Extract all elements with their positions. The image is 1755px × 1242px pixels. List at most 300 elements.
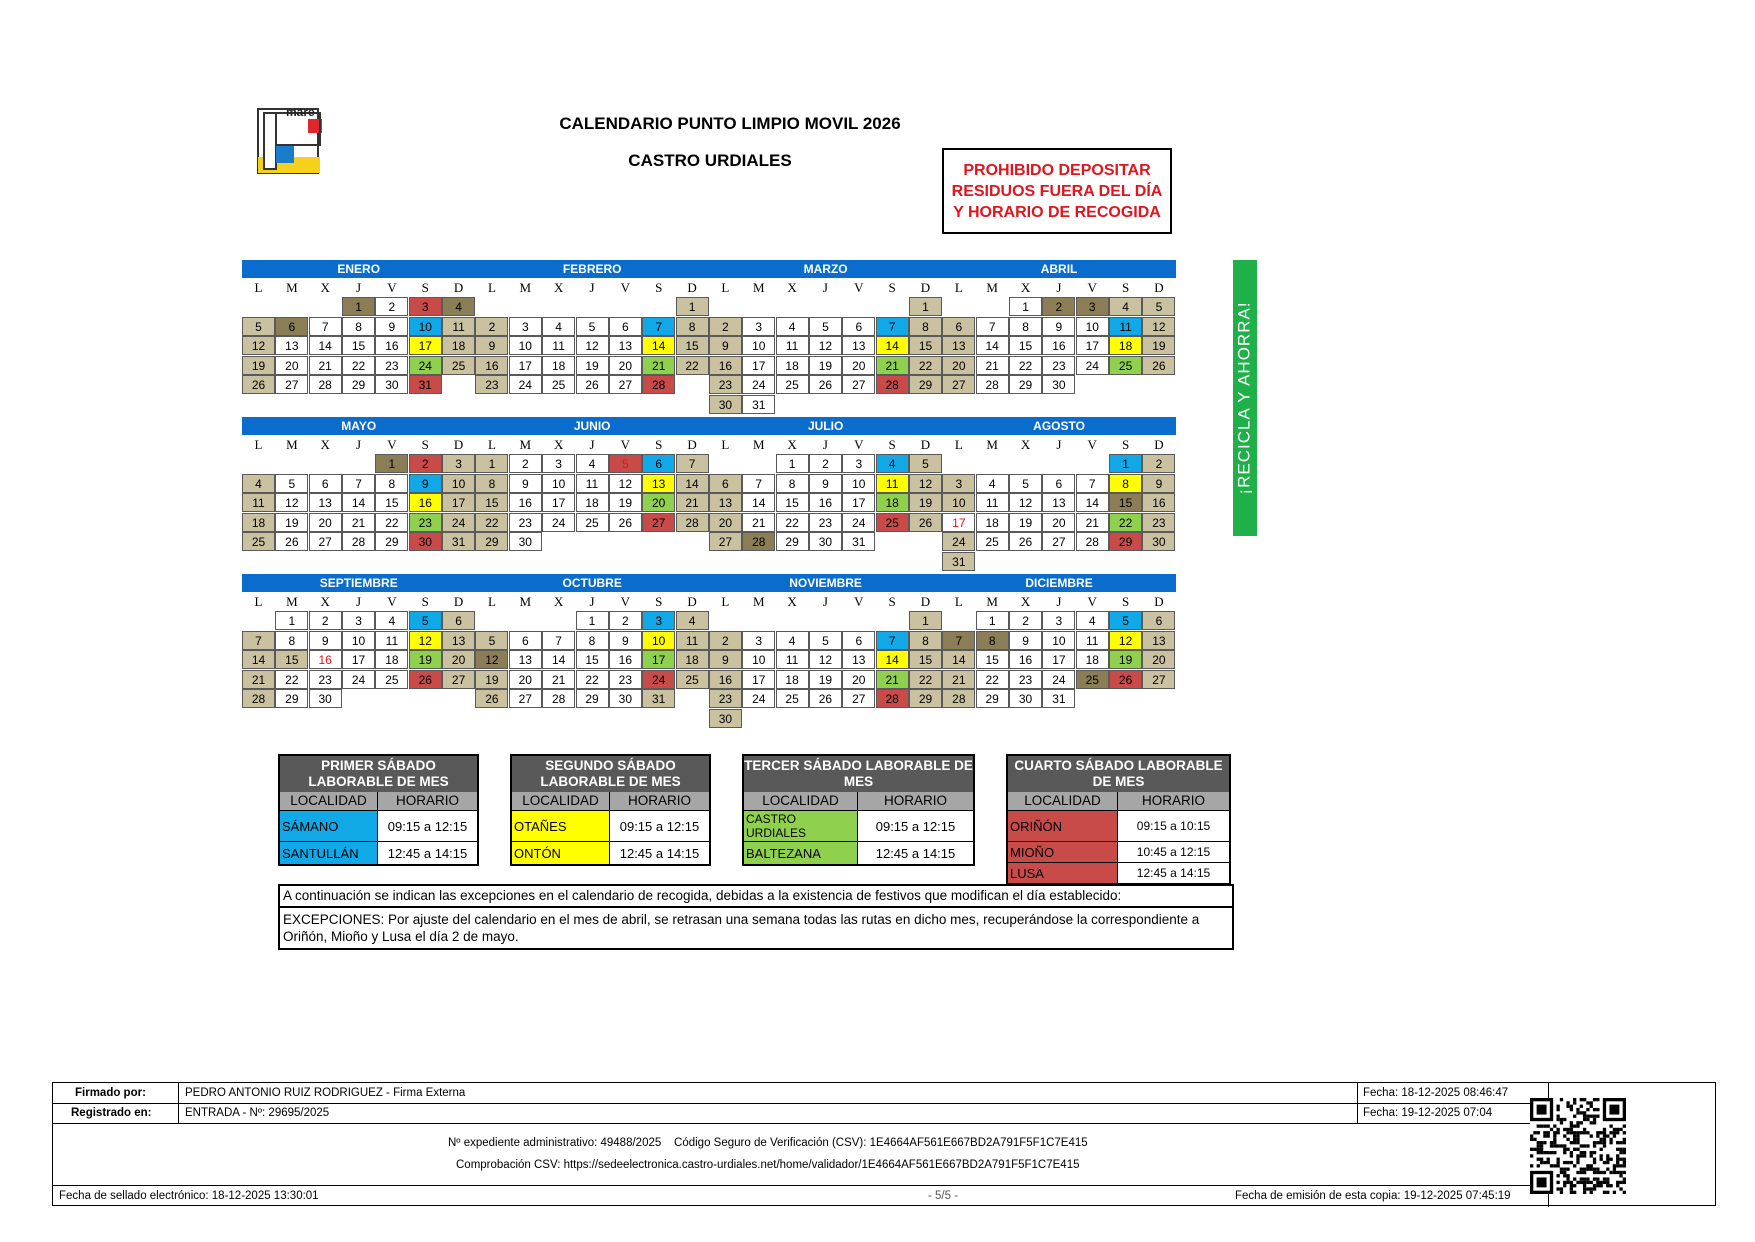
- calendar-day: 27: [709, 532, 742, 551]
- calendar-day: 13: [709, 493, 742, 512]
- calendar-day: 16: [309, 650, 342, 669]
- calendar-day: 18: [776, 356, 809, 375]
- calendar-day: 21: [676, 493, 709, 512]
- calendar-day: 28: [309, 375, 342, 394]
- weekday-header: V: [854, 280, 864, 295]
- weekday-header: J: [356, 280, 362, 295]
- calendar-day: 26: [1109, 670, 1142, 689]
- svg-text:mare: mare: [286, 107, 315, 119]
- calendar-day: 4: [776, 317, 809, 336]
- calendar-day: 17: [642, 650, 675, 669]
- weekday-header: D: [687, 437, 697, 452]
- calendar-day: 9: [809, 474, 842, 493]
- calendar-day: 16: [809, 493, 842, 512]
- calendar-day: 24: [842, 513, 875, 532]
- weekday-header: V: [620, 280, 631, 295]
- calendar-day: 3: [542, 454, 575, 473]
- weekday-header: L: [254, 280, 263, 295]
- weekday-header: J: [822, 594, 828, 609]
- calendar-day: 7: [242, 631, 275, 650]
- calendar-day: 25: [576, 513, 609, 532]
- calendar-day: 5: [1109, 611, 1142, 630]
- calendar-day: 28: [742, 532, 775, 551]
- calendar-day: 26: [1009, 532, 1042, 551]
- weekday-header: D: [1154, 437, 1164, 452]
- weekday-header: X: [1020, 437, 1031, 452]
- calendar-day: 27: [942, 375, 975, 394]
- calendar-day: 14: [976, 336, 1009, 355]
- calendar-day: 17: [1076, 336, 1109, 355]
- calendar-day: 11: [576, 474, 609, 493]
- legend-horario: 09:15 a 12:15: [378, 811, 477, 841]
- calendar-day: 20: [1042, 513, 1075, 532]
- calendar-day: 21: [642, 356, 675, 375]
- calendar-day: 22: [342, 356, 375, 375]
- calendar-day: 1: [576, 611, 609, 630]
- calendar-day: 6: [309, 474, 342, 493]
- calendar-day: 15: [776, 493, 809, 512]
- calendar-day: 21: [742, 513, 775, 532]
- calendar-day: 29: [1109, 532, 1142, 551]
- calendar-day: 19: [809, 356, 842, 375]
- legend-col-localidad: LOCALIDAD: [512, 792, 610, 810]
- weekday-header: M: [752, 280, 765, 295]
- calendar-day: 7: [942, 631, 975, 650]
- calendar-day: 9: [475, 336, 508, 355]
- calendar-day: 15: [375, 493, 408, 512]
- calendar-day: 14: [876, 650, 909, 669]
- calendar-day: 21: [1076, 513, 1109, 532]
- calendar-day: 24: [942, 532, 975, 551]
- calendar-day: 25: [375, 670, 408, 689]
- weekday-header: L: [954, 437, 963, 452]
- legend-localidad: CASTRO URDIALES: [744, 811, 858, 841]
- calendar-day: 25: [676, 670, 709, 689]
- weekday-header: M: [286, 280, 298, 295]
- calendar-day: 5: [409, 611, 442, 630]
- weekday-header: X: [320, 280, 330, 295]
- weekday-header: L: [954, 280, 963, 295]
- calendar-day: 16: [709, 356, 742, 375]
- weekday-header: L: [721, 594, 730, 609]
- legend-col-horario: HORARIO: [395, 793, 459, 808]
- fecha-emision: Fecha de emisión de esta copia: 19-12-2025 07:45:19: [1235, 1190, 1511, 1202]
- calendar-day: 12: [242, 336, 275, 355]
- calendar-day: 17: [409, 336, 442, 355]
- calendar-day: 20: [709, 513, 742, 532]
- calendar-day: 25: [876, 513, 909, 532]
- page-title: CALENDARIO PUNTO LIMPIO MOVIL 2026: [559, 114, 901, 133]
- month-header: MAYO: [242, 417, 475, 435]
- calendar-day: 16: [609, 650, 642, 669]
- legend-localidad: BALTEZANA: [744, 842, 858, 864]
- calendar-day: 27: [442, 670, 475, 689]
- calendar-day: 27: [842, 689, 875, 708]
- calendar-day: 12: [609, 474, 642, 493]
- calendar-day: 31: [842, 532, 875, 551]
- calendar-day: 7: [676, 454, 709, 473]
- weekday-header: M: [986, 594, 998, 609]
- weekday-header: S: [1121, 437, 1130, 452]
- weekday-header: M: [286, 594, 298, 609]
- month-header: AGOSTO: [942, 417, 1175, 435]
- calendar-day: 8: [909, 631, 942, 650]
- calendar-day: 28: [942, 689, 975, 708]
- weekday-header: S: [1121, 280, 1130, 295]
- calendar-day: 4: [542, 317, 575, 336]
- calendar-day: 30: [309, 689, 342, 708]
- weekday-header: J: [356, 437, 362, 452]
- registrado-value: ENTRADA - Nº: 29695/2025: [185, 1107, 330, 1119]
- calendar-day: 28: [242, 689, 275, 708]
- calendar-day: 8: [275, 631, 308, 650]
- calendar-day: 22: [576, 670, 609, 689]
- calendar-day: 17: [509, 356, 542, 375]
- calendar-day: 26: [609, 513, 642, 532]
- calendar-day: 1: [375, 454, 408, 473]
- calendar-day: 20: [509, 670, 542, 689]
- weekday-header: L: [254, 594, 263, 609]
- calendar-day: 31: [409, 375, 442, 394]
- calendar-day: 11: [375, 631, 408, 650]
- calendar-day: 4: [976, 474, 1009, 493]
- calendar-day: 10: [542, 474, 575, 493]
- calendar-day: 24: [742, 375, 775, 394]
- calendar-day: 3: [409, 297, 442, 316]
- calendar-day: 16: [509, 493, 542, 512]
- calendar-day: 11: [1076, 631, 1109, 650]
- legend-col-localidad: LOCALIDAD: [1008, 792, 1118, 810]
- weekday-header: V: [387, 437, 397, 452]
- calendar-day: 24: [342, 670, 375, 689]
- calendar-day: 21: [242, 670, 275, 689]
- calendar-day: 1: [475, 454, 508, 473]
- calendar-day: 15: [576, 650, 609, 669]
- legend-col-localidad: LOCALIDAD: [744, 792, 858, 810]
- calendar-day: 9: [709, 336, 742, 355]
- calendar-day: 27: [309, 532, 342, 551]
- weekday-header: L: [954, 594, 963, 609]
- firmado-value: PEDRO ANTONIO RUIZ RODRIGUEZ - Firma Externa: [185, 1087, 466, 1099]
- calendar-day: 10: [742, 650, 775, 669]
- calendar-day: 7: [742, 474, 775, 493]
- calendar-day: 11: [776, 336, 809, 355]
- calendar-day: 6: [509, 631, 542, 650]
- calendar-day: 14: [542, 650, 575, 669]
- calendar-day: 28: [976, 375, 1009, 394]
- calendar-day: 23: [709, 689, 742, 708]
- calendar-day: 3: [342, 611, 375, 630]
- calendar-day: 23: [409, 513, 442, 532]
- weekday-header: S: [421, 437, 429, 452]
- calendar-day: 7: [342, 474, 375, 493]
- calendar-day: 25: [776, 375, 809, 394]
- calendar-day: 1: [776, 454, 809, 473]
- calendar-day: 26: [409, 670, 442, 689]
- calendar-day: 29: [1009, 375, 1042, 394]
- calendar-day: 2: [1009, 611, 1042, 630]
- calendar-day: 10: [642, 631, 675, 650]
- calendar-day: 13: [842, 650, 875, 669]
- weekday-header: X: [1020, 280, 1031, 295]
- calendar-day: 1: [676, 297, 709, 316]
- recicla-text: ¡RECICLA Y AHORRA!: [1235, 301, 1255, 495]
- legend-horario: 10:45 a 12:15: [1118, 842, 1229, 862]
- calendar-day: 9: [409, 474, 442, 493]
- calendar-day: 26: [242, 375, 275, 394]
- calendar-day: 17: [742, 670, 775, 689]
- calendar-day: 6: [842, 317, 875, 336]
- calendar-day: 30: [709, 395, 742, 414]
- weekday-header: X: [320, 594, 330, 609]
- calendar-day: 11: [1109, 317, 1142, 336]
- calendar-day: 3: [642, 611, 675, 630]
- weekday-header: L: [487, 594, 496, 609]
- calendar-day: 2: [809, 454, 842, 473]
- calendar-day: 16: [1009, 650, 1042, 669]
- calendar-day: 1: [1109, 454, 1142, 473]
- calendar-day: 22: [1009, 356, 1042, 375]
- calendar-day: 10: [942, 493, 975, 512]
- calendar-day: 6: [275, 317, 308, 336]
- calendar-day: 19: [1009, 513, 1042, 532]
- calendar-day: 6: [442, 611, 475, 630]
- calendar-day: 26: [576, 375, 609, 394]
- calendar-day: 9: [1009, 631, 1042, 650]
- calendar-day: 27: [842, 375, 875, 394]
- calendar-day: 20: [942, 356, 975, 375]
- calendar-day: 17: [442, 493, 475, 512]
- calendar-day: 3: [442, 454, 475, 473]
- calendar-day: 15: [909, 650, 942, 669]
- calendar-day: 11: [876, 474, 909, 493]
- weekday-header: S: [421, 594, 429, 609]
- weekday-header: M: [519, 437, 532, 452]
- calendar-day: 1: [1009, 297, 1042, 316]
- calendar-day: 24: [642, 670, 675, 689]
- warning-line: RESIDUOS FUERA DEL DÍA: [951, 182, 1163, 200]
- calendar-day: 20: [1142, 650, 1175, 669]
- calendar-day: 23: [1009, 670, 1042, 689]
- calendar-day: 20: [442, 650, 475, 669]
- calendar-day: 10: [842, 474, 875, 493]
- calendar-day: 6: [1142, 611, 1175, 630]
- calendar-day: 18: [375, 650, 408, 669]
- month-header: SEPTIEMBRE: [242, 574, 475, 592]
- calendar-day: 15: [676, 336, 709, 355]
- calendar-day: 14: [742, 493, 775, 512]
- weekday-header: S: [888, 437, 896, 452]
- calendar-day: 7: [542, 631, 575, 650]
- calendar-day: 13: [442, 631, 475, 650]
- weekday-header: L: [487, 280, 496, 295]
- calendar-day: 14: [876, 336, 909, 355]
- signature-footer: [52, 1082, 1716, 1206]
- calendar-day: 27: [275, 375, 308, 394]
- calendar-day: 13: [509, 650, 542, 669]
- comprobacion-csv[interactable]: Comprobación CSV: https://sedeelectronica.castro-urdiales.net/home/validador/1E4664AF561E667BD2A791F5F1C7E415: [456, 1159, 1080, 1171]
- calendar-day: 2: [1042, 297, 1075, 316]
- calendar-day: 16: [409, 493, 442, 512]
- weekday-header: X: [787, 280, 797, 295]
- calendar-day: 4: [242, 474, 275, 493]
- calendar-day: 20: [309, 513, 342, 532]
- firmado-fecha: Fecha: 18-12-2025 08:46:47: [1363, 1087, 1509, 1099]
- legend-col-horario: HORARIO: [1141, 793, 1205, 808]
- calendar-day: 4: [676, 611, 709, 630]
- calendar-day: 17: [742, 356, 775, 375]
- legend-horario: 09:15 a 12:15: [610, 811, 709, 841]
- calendar-day: 9: [1142, 474, 1175, 493]
- calendar-day: 21: [942, 670, 975, 689]
- weekday-header: D: [920, 594, 931, 609]
- calendar-day: 18: [442, 336, 475, 355]
- calendar-day: 24: [409, 356, 442, 375]
- qr-code-icon: [1530, 1098, 1626, 1194]
- weekday-header: X: [553, 280, 564, 295]
- calendar-day: 24: [1076, 356, 1109, 375]
- calendar-day: 5: [475, 631, 508, 650]
- legend-localidad: ONTÓN: [512, 842, 610, 864]
- calendar-day: 23: [1042, 356, 1075, 375]
- weekday-header: L: [254, 437, 263, 452]
- calendar-day: 9: [1042, 317, 1075, 336]
- legend-localidad: LUSA: [1008, 863, 1118, 883]
- calendar-day: 15: [1109, 493, 1142, 512]
- calendar-day: 25: [542, 375, 575, 394]
- calendar-day: 12: [909, 474, 942, 493]
- calendar-day: 25: [1109, 356, 1142, 375]
- warning-line: Y HORARIO DE RECOGIDA: [953, 203, 1161, 221]
- calendar-day: 11: [776, 650, 809, 669]
- legend-localidad: MIOÑO: [1008, 842, 1118, 862]
- weekday-header: V: [387, 594, 397, 609]
- calendar-day: 1: [342, 297, 375, 316]
- calendar-day: 10: [442, 474, 475, 493]
- calendar-day: 13: [1042, 493, 1075, 512]
- calendar-day: 14: [676, 474, 709, 493]
- calendar-day: 4: [576, 454, 609, 473]
- calendar-day: 3: [842, 454, 875, 473]
- calendar-day: 17: [342, 650, 375, 669]
- calendar-day: 9: [709, 650, 742, 669]
- calendar-day: 7: [1076, 474, 1109, 493]
- calendar-day: 8: [909, 317, 942, 336]
- weekday-header: S: [655, 594, 663, 609]
- calendar-day: 23: [309, 670, 342, 689]
- calendar-day: 2: [509, 454, 542, 473]
- calendar-day: 18: [876, 493, 909, 512]
- calendar-day: 17: [1042, 650, 1075, 669]
- calendar-day: 10: [342, 631, 375, 650]
- month-header: DICIEMBRE: [942, 574, 1175, 592]
- weekday-header: D: [453, 594, 464, 609]
- calendar-day: 2: [609, 611, 642, 630]
- calendar-day: 5: [609, 454, 642, 473]
- calendar-day: 19: [409, 650, 442, 669]
- calendar-day: 11: [542, 336, 575, 355]
- calendar-day: 22: [275, 670, 308, 689]
- calendar-day: 5: [809, 631, 842, 650]
- calendar-day: 10: [742, 336, 775, 355]
- weekday-header: V: [1087, 437, 1097, 452]
- calendar-day: 5: [576, 317, 609, 336]
- weekday-header: D: [1154, 280, 1164, 295]
- calendar-day: 17: [542, 493, 575, 512]
- weekday-header: V: [854, 437, 864, 452]
- calendar-day: 3: [942, 474, 975, 493]
- legend-localidad: SANTULLÁN: [280, 842, 378, 864]
- calendar-day: 15: [1009, 336, 1042, 355]
- calendar-day: 29: [375, 532, 408, 551]
- calendar-day: 18: [1076, 650, 1109, 669]
- calendar-day: 30: [809, 532, 842, 551]
- calendar-day: 12: [1009, 493, 1042, 512]
- weekday-header: D: [920, 280, 931, 295]
- month-header: ENERO: [242, 260, 475, 278]
- calendar-day: 11: [242, 493, 275, 512]
- calendar-day: 6: [709, 474, 742, 493]
- weekday-header: V: [854, 594, 864, 609]
- calendar-day: 30: [409, 532, 442, 551]
- calendar-day: 3: [742, 631, 775, 650]
- registrado-fecha: Fecha: 19-12-2025 07:04: [1363, 1107, 1493, 1119]
- legend-localidad: ORIÑÓN: [1008, 811, 1118, 841]
- calendar-day: 11: [442, 317, 475, 336]
- calendar-day: 4: [1076, 611, 1109, 630]
- calendar-day: 23: [809, 513, 842, 532]
- legend-localidad: OTAÑES: [512, 811, 610, 841]
- calendar-day: 24: [509, 375, 542, 394]
- calendar-day: 31: [1042, 689, 1075, 708]
- calendar-day: 22: [375, 513, 408, 532]
- calendar-day: 25: [1076, 670, 1109, 689]
- calendar-day: 25: [242, 532, 275, 551]
- calendar-day: 21: [976, 356, 1009, 375]
- calendar-day: 19: [1109, 650, 1142, 669]
- month-header: OCTUBRE: [475, 574, 708, 592]
- calendar-day: 10: [509, 336, 542, 355]
- calendar-day: 7: [876, 631, 909, 650]
- calendar-day: 29: [976, 689, 1009, 708]
- calendar-day: 8: [475, 474, 508, 493]
- calendar-day: 20: [642, 493, 675, 512]
- legend-title: PRIMER SÁBADO LABORABLE DE MES: [280, 756, 477, 792]
- calendar-day: 21: [876, 670, 909, 689]
- weekday-header: S: [421, 280, 429, 295]
- weekday-header: V: [1087, 594, 1097, 609]
- weekday-header: L: [487, 437, 496, 452]
- notes-box: [278, 884, 1234, 950]
- month-header: NOVIEMBRE: [709, 574, 942, 592]
- calendar-day: 22: [976, 670, 1009, 689]
- calendar-day: 15: [342, 336, 375, 355]
- calendar-day: 26: [275, 532, 308, 551]
- legend-title: SEGUNDO SÁBADO LABORABLE DE MES: [512, 756, 709, 792]
- calendar-day: 9: [309, 631, 342, 650]
- legend-table: [278, 754, 479, 866]
- calendar-day: 22: [475, 513, 508, 532]
- calendar-day: 30: [1142, 532, 1175, 551]
- calendar-day: 8: [342, 317, 375, 336]
- calendar-day: 16: [1142, 493, 1175, 512]
- weekday-header: L: [721, 437, 730, 452]
- calendar-day: 1: [909, 297, 942, 316]
- calendar-day: 28: [542, 689, 575, 708]
- calendar-day: 1: [976, 611, 1009, 630]
- calendar-day: 29: [909, 375, 942, 394]
- weekday-header: M: [519, 280, 532, 295]
